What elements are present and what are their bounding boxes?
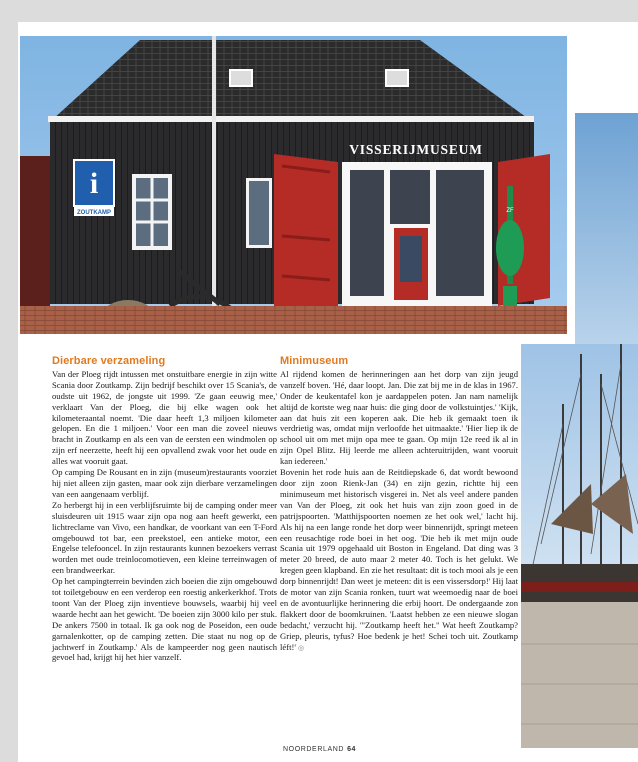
article-paragraph-last: [280, 467, 518, 653]
article-paragraph: Zo herbergt hij in een verblijfsruimte bij de camping onder meer sluisdeuren uit 1915 waar zijn opa nog aan heeft gewerkt, een lichtreclame van Vivo, een handkar, de voorkant van een T-Ford omgebouwd tot bar, een preekstoel, een antieke motor, een Engelse telefooncel. In zijn restaurants kunnen bezoekers verrast worden met oude treinlocomotieven, een kleine terreinwagen of een brandweerkar.: [52, 499, 277, 576]
end-mark-icon: ◎: [298, 643, 305, 652]
info-sign-label: ZOUTKAMP: [77, 210, 111, 216]
page-footer: [283, 746, 356, 753]
article-paragraph: Van der Ploeg rijdt intussen met onstuitbare energie in zijn witte Scania door Zoutkamp. Zijn bedrijf beschikt over 15 Scania's, de oudste uit 1962, de jongste uit 1999. 'Ze gaan eeuwig mee,' verklaart Van der Ploeg, die bij elke wagen ook het kilometeraantal noemt. 'Die daar heeft 1,3 miljoen kilometer gelopen. En die 1 miljoen.' Voor een man die zoveel nieuws bracht in Zoutkamp en als een van de eersten een windmolen op zijn erf neerzette, heeft hij een opvallend zwak voor het oude en alles wat vooruit gaat.: [52, 368, 277, 467]
magazine-name: NOORDERLAND: [283, 746, 345, 753]
side-photo-harbour: [521, 344, 638, 748]
info-sign-letter: i: [89, 167, 99, 200]
magazine-page: [18, 22, 638, 762]
hero-photo-visserijmuseum: [20, 36, 567, 334]
page-number: 64: [347, 746, 357, 753]
buoy-label: ZF: [506, 208, 514, 214]
section-heading-minimuseum: Minimuseum: [280, 355, 349, 367]
article-paragraph: Op het campingterrein bevinden zich boeien die zijn omgebouwd tot toiletgebouw en een verderop een roestig ankerkerkhof. Trots toont Van der Ploeg zijn inventieve bouwsels, waarbij hij veel waarde hecht aan het gewicht. 'De boeien zijn 3000 kilo per stuk. De ankers 7500 in totaal. Ik ga ook nog de Poseidon, een oude garnalenkotter, op de camping zetten. Die staat nu nog op de jachtwerf in Zoutkamp.' Als de kampeerder nog geen nautisch gevoel had, krijgt hij het hier vanzelf.: [52, 576, 277, 663]
section-heading-dierbare-verzameling: Dierbare verzameling: [52, 355, 166, 367]
article-column-1: [52, 356, 277, 663]
article-paragraph: Op camping De Rousant en in zijn (museum)restaurants voorziet hij niet alleen zijn gasten, maar ook zijn dierbare verzamelingen van een aangenaam verblijf.: [52, 467, 277, 499]
museum-sign: VISSERIJMUSEUM: [349, 142, 483, 157]
article-column-2: [280, 356, 518, 653]
side-photo-sky: [575, 113, 638, 345]
article-paragraph-text: Bovenin het rode huis aan de Reitdiepskade 6, dat wordt bewoond door zijn zoon Rienk-Jan (34) en zijn gezin, richtte hij een minimuseum met historisch visgerei in. Net als veel andere panden van Van der Ploeg, zit ook het huis van zijn zoon goed in de patrijspoorten. 'Matthijspoorten noemen ze het ook wel,' lacht hij. Als hij na een lange ronde het dorp weer binnenrijdt, springt meteen een reusachtige rode boei in het oog. 'Die heb ik met mijn oude Scania uit 1979 opgehaald uit Boston in Engeland. Dat ding was 3 meter 20 breed, de auto maar 2 meter 40. Toch is het gelukt. We kregen geen klapband. En zie het resultaat: dit is toch mooi als je een dorp binnenrijdt! Dan weet je meteen: dit is een vissersdorp!' Hij laat de motor van zijn Scania ronken, tuurt wat weemoedig naar de boei en de avontuurlijke herinnering die erbij hoort. De ondergaande zon flakkert door de boomkruinen. 'Laatst hebben ze een nieuwe slogan bedacht,' verzucht hij. '"Zoutkamp heeft het." Wat heeft Zoutkamp? Griep, pleuris, tyfus? Hoe bedenk je het! Schei toch uit. Zoutkamp léft!': [280, 467, 518, 652]
article-paragraph: Al rijdend komen de herinneringen aan het dorp van zijn jeugd vanzelf boven. 'Hé, daar loopt. Jan. Die zat bij me in de klas in 1967. Onder de keukentafel kon je aardappelen poten. Jan nam namelijk altijd de kortste weg naar huis: die ging door de volkstuintjes.' 'Kijk, aan dat huis zit een koperen aak. Die heb ik gemaakt toen ik verdrietig was, omdat mijn verloofde het uitmaakte.' 'Hier liep ik de school uit om met mijn opa mee te gaan. Op mijn 12e reed ik al in zijn Opel Blitz. Hij leerde me alleen achteruitrijden, want vooruit kan iedereen.': [280, 368, 518, 467]
